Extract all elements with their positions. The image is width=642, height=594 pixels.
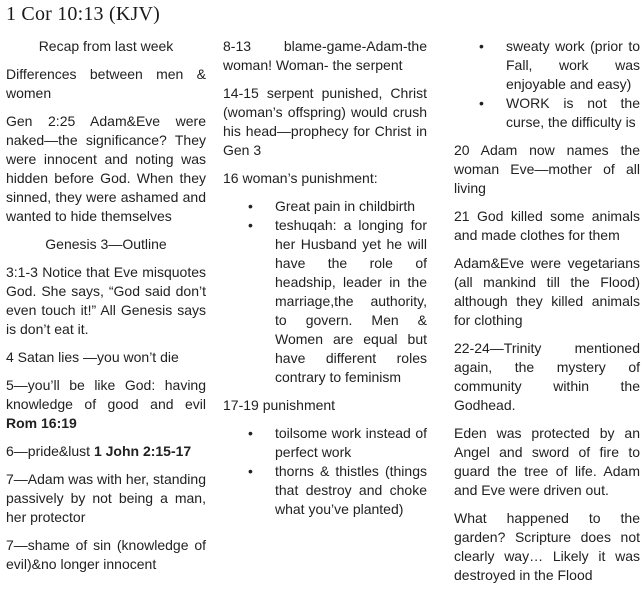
paragraph: 7—shame of sin (knowledge of evil)&no longer innocent bbox=[6, 537, 206, 572]
document-title: 1 Cor 10:13 (KJV) bbox=[6, 3, 160, 25]
section-heading: Recap from last week bbox=[38, 38, 174, 54]
bold-scripture-reference: Rom 16:19 bbox=[6, 415, 77, 431]
paragraph: Eden was protected by an Angel and sword of fire to guard the tree of life. Adam and Eve were driven out. bbox=[454, 425, 640, 498]
paragraph: 21 God killed some animals and made clothes for them bbox=[454, 208, 640, 243]
columns-container bbox=[6, 37, 642, 594]
bold-scripture-reference: 1 John 2:15-17 bbox=[93, 443, 192, 459]
bullet-item: • thorns & thistles (things that destroy and choke what you’ve planted) bbox=[248, 462, 427, 519]
paragraph: 3:1-3 Notice that Eve misquotes God. She says, “God said don’t even touch it!” All Genesis says is don’t eat it. bbox=[6, 264, 206, 337]
paragraph: Gen 2:25 Adam&Eve were naked—the significance? They were innocent and noting was hidden before God. When they sinned, they were ashamed and wanted to hide themselves bbox=[6, 113, 206, 224]
paragraph: 8-13 blame-game-Adam-the woman! Woman- the serpent bbox=[223, 38, 427, 73]
paragraph: 4 Satan lies —you won’t die bbox=[6, 349, 179, 365]
bullet-list bbox=[223, 197, 427, 387]
paragraph: What happened to the garden? Scripture does not clearly way… Likely it was destroyed in the Flood bbox=[454, 510, 640, 583]
column-middle bbox=[223, 37, 427, 528]
paragraph: 14-15 serpent punished, Christ (woman’s offspring) would crush his head—prophecy for Christ in Gen 3 bbox=[223, 85, 427, 158]
bullet-item: • Great pain in childbirth bbox=[248, 197, 427, 216]
paragraph: Differences between men & women bbox=[6, 66, 206, 101]
bullet-item: • teshuqah: a longing for her Husband yet he will have the role of headship, leader in the marriage,the authority, to govern. Men & Women are equal but have different roles contrary to feminism bbox=[248, 216, 427, 387]
paragraph: 17-19 punishment bbox=[223, 397, 336, 413]
paragraph: 7—Adam was with her, standing passively by not being a man, her protector bbox=[6, 471, 206, 525]
column-right bbox=[454, 37, 640, 594]
paragraph: Adam&Eve were vegetarians (all mankind till the Flood) although they killed animals for clothing bbox=[454, 255, 640, 328]
paragraph: 22-24—Trinity mentioned again, the mystery of community within the Godhead. bbox=[454, 340, 640, 413]
column-left bbox=[6, 37, 206, 583]
text-run: 5—you’ll be like God: having knowledge of good and evil bbox=[6, 377, 206, 412]
bullet-item: • sweaty work (prior to Fall, work was enjoyable and easy) bbox=[479, 37, 640, 94]
bullet-list bbox=[454, 37, 640, 132]
paragraph: 20 Adam now names the woman Eve—mother of all living bbox=[454, 142, 640, 196]
paragraph: 16 woman’s punishment: bbox=[223, 170, 378, 186]
text-run: 6—pride&lust bbox=[6, 443, 94, 459]
paragraph bbox=[6, 376, 206, 433]
bullet-item: • toilsome work instead of perfect work bbox=[248, 424, 427, 462]
bullet-list bbox=[223, 424, 427, 519]
paragraph bbox=[6, 442, 206, 461]
section-heading: Genesis 3—Outline bbox=[45, 236, 167, 252]
bullet-item: • WORK is not the curse, the difficulty is bbox=[479, 94, 640, 132]
